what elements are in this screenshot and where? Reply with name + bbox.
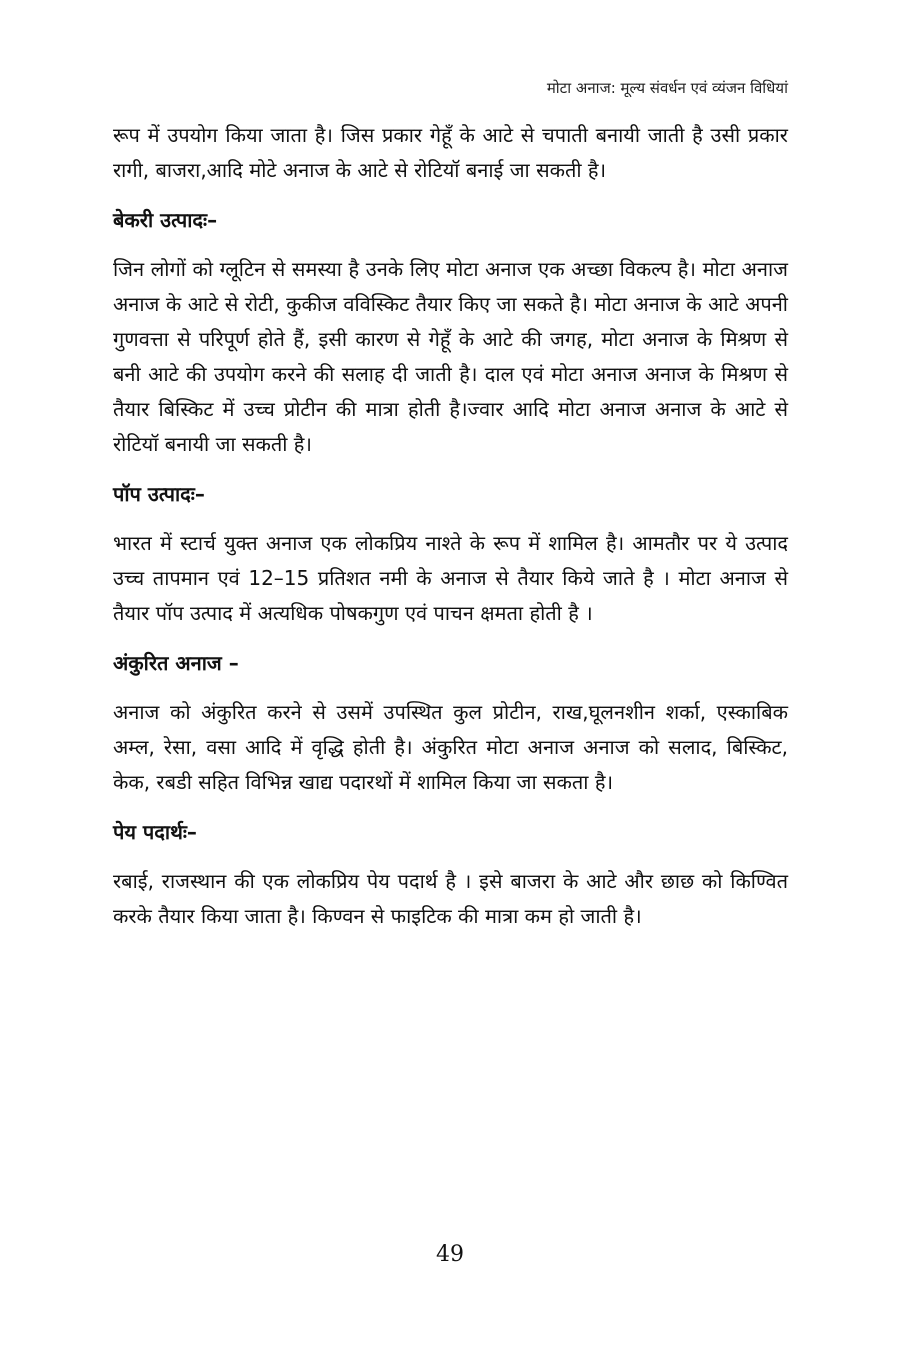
paragraph-sprouted-grain: अनाज को अंकुरित करने से उसमें उपस्थित कुल प्रोटीन, राख,घूलनशीन शर्का, एस्काबिक अम्ल, रेसा, वसा आदि में वृद्धि होती है। अंकुरित मोटा अनाज अनाज को सलाद, बिस्किट, केक, रबडी सहित विभिन्न खाद्य पदारथों में शामिल किया जा सकता है। [113,700,788,794]
intro-paragraph: रूप में उपयोग किया जाता है। जिस प्रकार गेहूँ के आटे से चपाती बनायी जाती है उसी प्रकार रागी, बाजरा,आदि मोटे अनाज के आटे से रोटियॉ बनाई जा सकती है। [113,123,788,182]
heading-beverages: पेय पदार्थः– [113,820,197,844]
heading-pop-products: पॉप उत्पादः– [113,482,205,506]
heading-bakery-products: बेकरी उत्पादः– [113,208,218,232]
page-content [113,118,788,934]
running-header-title: मोटा अनाज: मूल्य संवर्धन एवं व्यंजन विधियां [546,79,788,97]
heading-sprouted-grain: अंकुरित अनाज – [113,651,239,675]
page-number: 49 [436,1242,464,1267]
paragraph-beverages: रबाई, राजस्थान की एक लोकप्रिय पेय पदार्थ है । इसे बाजरा के आटे और छाछ को किण्वित करके तैयार किया जाता है। किण्वन से फाइटिक की मात्रा कम हो जाती है। [113,869,788,928]
paragraph-bakery-products: जिन लोगों को ग्लूटिन से समस्या है उनके लिए मोटा अनाज एक अच्छा विकल्प है। मोटा अनाज अनाज के आटे से रोटी, कुकीज वविस्किट तैयार किए जा सकते है। मोटा अनाज के आटे अपनी गुणवत्ता से परिपूर्ण होते हैं, इसी कारण से गेहूँ के आटे की जगह, मोटा अनाज के मिश्रण से बनी आटे की उपयोग करने की सलाह दी जाती है। दाल एवं मोटा अनाज अनाज के मिश्रण से तैयार बिस्किट में उच्च प्रोटीन की मात्रा होती है।ज्वार आदि मोटा अनाज अनाज के आटे से रोटियॉ बनायी जा सकती है। [113,257,788,456]
paragraph-pop-products: भारत में स्टार्च युक्त अनाज एक लोकप्रिय नाश्ते के रूप में शामिल है। आमतौर पर ये उत्पाद उच्च तापमान एवं 12–15 प्रतिशत नमी के अनाज से तैयार किये जाते है । मोटा अनाज से तैयार पॉप उत्पाद में अत्यधिक पोषकगुण एवं पाचन क्षमता होती है । [113,531,788,625]
